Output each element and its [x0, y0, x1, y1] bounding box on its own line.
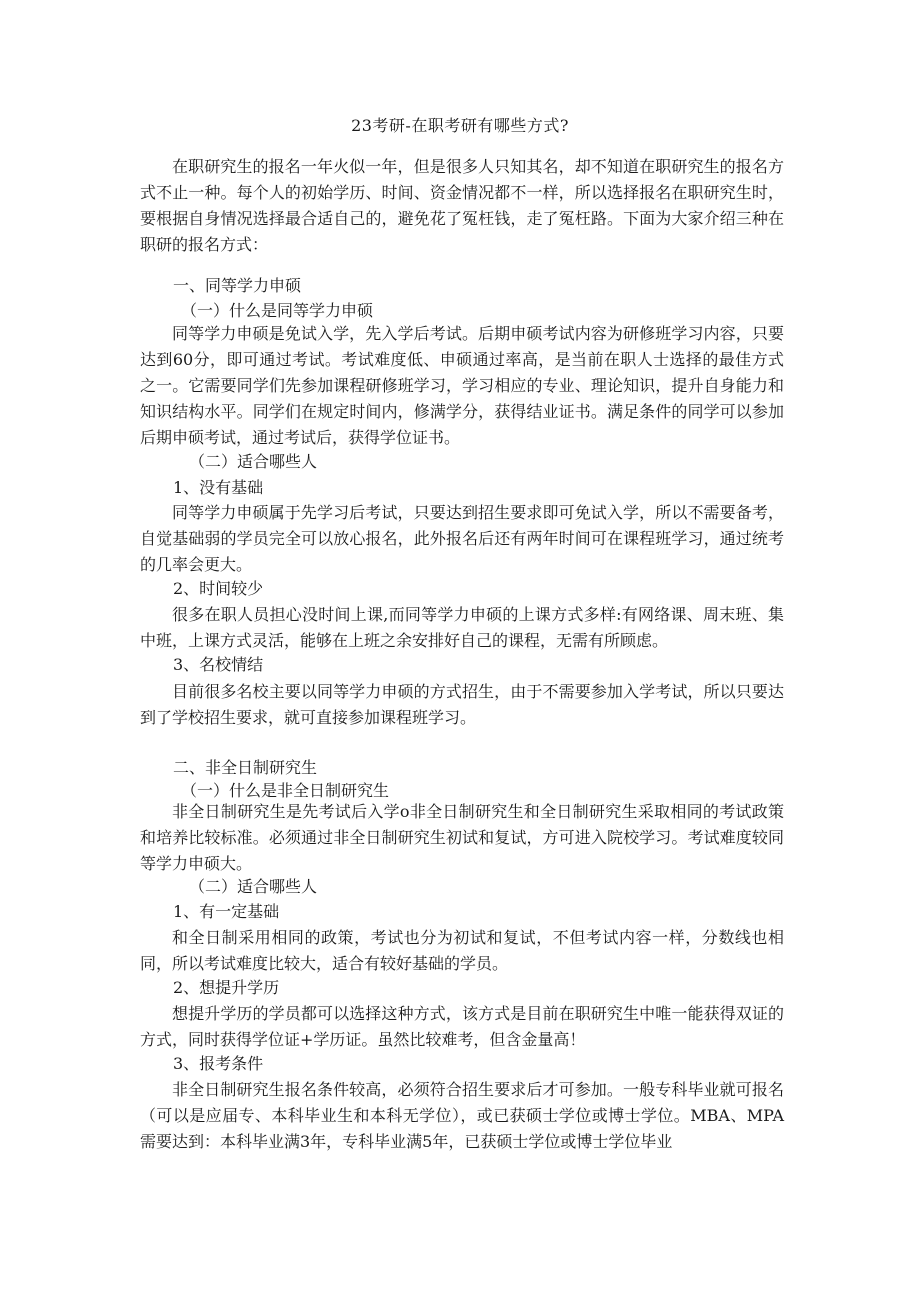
section2-sub1-heading: （一）什么是非全日制研究生: [181, 781, 390, 800]
page-title: 23考研-在职考研有哪些方式?: [351, 116, 569, 135]
section2-heading: 二、非全日制研究生: [173, 758, 318, 777]
section1-sub1-text: 同等学力申硕是免试入学，先入学后考试。后期申硕考试内容为研修班学习内容，只要达到60分，即可通过考试。考试难度低、申硕通过率高，是当前在职人士选择的最佳方式之一。它需要同学们先参加课程研修班学习，学习相应的专业、理论知识，提升自身能力和知识结构水平。同学们在规定时间内，修满学分，获得结业证书。满足条件的同学可以参加后期申硕考试，通过考试后，获得学位证书。: [140, 324, 784, 447]
section1-item3-heading: 3、名校情结: [173, 655, 264, 674]
section1-item1-text: 同等学力申硕属于先学习后考试，只要达到招生要求即可免试入学，所以不需要备考，自觉基础弱的学员完全可以放心报名，此外报名后还有两年时间可在课程班学习，通过统考的几率会更大。: [140, 503, 784, 574]
intro-paragraph: 在职研究生的报名一年火似一年，但是很多人只知其名，却不知道在职研究生的报名方式不止一种。每个人的初始学历、时间、资金情况都不一样，所以选择报名在职研究生时，要根据自身情况选择最合适自己的，避免花了冤枉钱，走了冤枉路。下面为大家介绍三种在职研的报名方式：: [140, 157, 784, 254]
section2-sub2-heading: （二）适合哪些人: [189, 877, 318, 896]
section1-heading: 一、同等学力申硕: [173, 276, 302, 295]
section1-item2-heading: 2、时间较少: [173, 579, 264, 598]
section2-item2-heading: 2、想提升学历: [173, 978, 280, 997]
section2-item1-heading: 1、有一定基础: [173, 902, 280, 921]
section1-sub2-heading: （二）适合哪些人: [189, 452, 318, 471]
section2-item3-text: 非全日制研究生报名条件较高，必须符合招生要求后才可参加。一般专科毕业就可报名（可以是应届专、本科毕业生和本科无学位），或已获硕士学位或博士学位。MBA、MPA需要达到：本科毕业满3年，专科毕业满5年，已获硕士学位或博士学位毕业: [140, 1080, 784, 1151]
section2-item1-text: 和全日制采用相同的政策，考试也分为初试和复试，不但考试内容一样，分数线也相同，所以考试难度比较大，适合有较好基础的学员。: [140, 928, 784, 973]
section2-item2-text: 想提升学历的学员都可以选择这种方式，该方式是目前在职研究生中唯一能获得双证的方式，同时获得学位证+学历证。虽然比较难考，但含金量高！: [140, 1004, 784, 1049]
section1-item3-text: 目前很多名校主要以同等学力申硕的方式招生，由于不需要参加入学考试，所以只要达到了学校招生要求，就可直接参加课程班学习。: [140, 682, 784, 727]
section1-item2-text: 很多在职人员担心没时间上课,而同等学力申硕的上课方式多样:有网络课、周末班、集中班，上课方式灵活，能够在上班之余安排好自己的课程，无需有所顾虑。: [140, 605, 784, 650]
section1-item1-heading: 1、没有基础: [173, 478, 264, 497]
section1-sub1-heading: （一）什么是同等学力申硕: [181, 301, 374, 320]
section2-item3-heading: 3、报考条件: [173, 1054, 264, 1073]
section2-sub1-text: 非全日制研究生是先考试后入学o非全日制研究生和全日制研究生采取相同的考试政策和培养比较标准。必须通过非全日制研究生初试和复试，方可进入院校学习。考试难度较同等学力申硕大。: [140, 802, 784, 873]
